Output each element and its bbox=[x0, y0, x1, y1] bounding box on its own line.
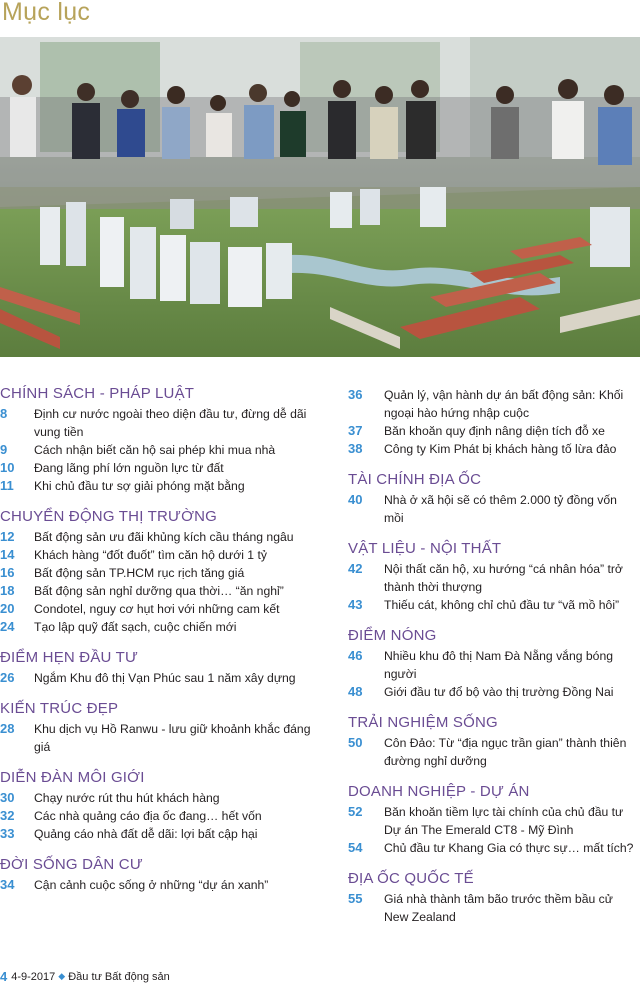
toc-entry[interactable] bbox=[0, 618, 316, 636]
toc-section bbox=[348, 783, 640, 857]
toc-entry[interactable] bbox=[348, 839, 640, 857]
toc-section bbox=[348, 870, 640, 926]
page-title: Mục lục bbox=[2, 0, 91, 26]
article-title: Cách nhận biết căn hộ sai phép khi mua nhà bbox=[34, 443, 276, 457]
page-number: 9 bbox=[0, 442, 8, 457]
toc-entry[interactable] bbox=[0, 441, 316, 459]
article-title: Chủ đầu tư Khang Gia có thực sự… mất tích? bbox=[384, 841, 634, 855]
page-number: 50 bbox=[348, 735, 363, 750]
footer-page-number: 4 bbox=[0, 969, 8, 984]
diamond-icon: ◆ bbox=[58, 971, 66, 981]
toc-entry[interactable] bbox=[0, 789, 316, 807]
page-number: 37 bbox=[348, 423, 363, 438]
article-title: Côn Đảo: Từ “địa ngục trần gian” thành thiên đường nghỉ dưỡng bbox=[384, 736, 627, 768]
toc-section bbox=[348, 540, 640, 614]
toc-section bbox=[348, 471, 640, 527]
article-title: Bất động sản TP.HCM rục rịch tăng giá bbox=[34, 566, 245, 580]
page-number: 20 bbox=[0, 601, 15, 616]
article-title: Đang lãng phí lớn nguồn lực từ đất bbox=[34, 461, 224, 475]
article-title: Công ty Kim Phát bị khách hàng tố lừa đảo bbox=[384, 442, 617, 456]
toc-entry[interactable] bbox=[348, 560, 640, 596]
article-title: Nhà ở xã hội sẽ có thêm 2.000 tỷ đồng vốn mồi bbox=[384, 493, 617, 525]
toc-entry[interactable] bbox=[348, 683, 640, 701]
page-number: 43 bbox=[348, 597, 363, 612]
section-title: ĐIỂM NÓNG bbox=[348, 627, 437, 644]
article-title: Băn khoăn tiềm lực tài chính của chủ đầu tư Dự án The Emerald CT8 - Mỹ Đình bbox=[384, 805, 624, 837]
toc-section-continued bbox=[348, 386, 640, 458]
section-title: DOANH NGHIỆP - DỰ ÁN bbox=[348, 783, 530, 800]
article-title: Giá nhà thành tâm bão trước thềm bầu cử New Zealand bbox=[384, 892, 613, 924]
page-number: 28 bbox=[0, 721, 15, 736]
page-number: 11 bbox=[0, 478, 14, 493]
page-number: 26 bbox=[0, 670, 15, 685]
page-number: 14 bbox=[0, 547, 15, 562]
page-number: 40 bbox=[348, 492, 363, 507]
page-number: 48 bbox=[348, 684, 363, 699]
toc-section bbox=[0, 385, 316, 495]
cover-photo bbox=[0, 37, 640, 357]
toc-entry[interactable] bbox=[0, 477, 316, 495]
article-title: Băn khoăn quy định nâng diện tích đỗ xe bbox=[384, 424, 605, 438]
page-number: 42 bbox=[348, 561, 363, 576]
section-title: DIỄN ĐÀN MÔI GIỚI bbox=[0, 769, 145, 786]
toc-entry[interactable] bbox=[0, 546, 316, 564]
toc-left-column bbox=[0, 385, 316, 907]
article-title: Cận cảnh cuộc sống ở những “dự án xanh” bbox=[34, 878, 269, 892]
page-number: 55 bbox=[348, 891, 363, 906]
toc-section bbox=[348, 714, 640, 770]
toc-entry[interactable] bbox=[0, 720, 316, 756]
toc-entry[interactable] bbox=[348, 596, 640, 614]
section-title: TRẢI NGHIỆM SỐNG bbox=[348, 714, 498, 731]
toc-right-column bbox=[348, 386, 640, 939]
article-title: Khi chủ đầu tư sợ giải phóng mặt bằng bbox=[34, 479, 245, 493]
article-title: Khu dịch vụ Hồ Ranwu - lưu giữ khoảnh khắc đáng giá bbox=[34, 722, 311, 754]
page-number: 36 bbox=[348, 387, 363, 402]
article-title: Bất động sản ưu đãi khủng kích cầu tháng ngâu bbox=[34, 530, 294, 544]
page-number: 38 bbox=[348, 441, 363, 456]
toc-entry[interactable] bbox=[348, 803, 640, 839]
page-number: 32 bbox=[0, 808, 15, 823]
toc-section bbox=[0, 769, 316, 843]
toc-entry[interactable] bbox=[348, 647, 640, 683]
toc-entry[interactable] bbox=[0, 528, 316, 546]
page-number: 24 bbox=[0, 619, 15, 634]
page-number: 18 bbox=[0, 583, 15, 598]
toc-entry[interactable] bbox=[348, 440, 640, 458]
article-title: Định cư nước ngoài theo diện đầu tư, đừng dễ dãi vung tiền bbox=[34, 407, 307, 439]
article-title: Các nhà quảng cáo địa ốc đang… hết vốn bbox=[34, 809, 262, 823]
toc-entry[interactable] bbox=[0, 807, 316, 825]
page-number: 12 bbox=[0, 529, 15, 544]
toc-section bbox=[0, 856, 316, 894]
toc-entry[interactable] bbox=[0, 600, 316, 618]
footer-publication: Đầu tư Bất động sản bbox=[68, 970, 170, 983]
toc-entry[interactable] bbox=[0, 582, 316, 600]
toc-section bbox=[0, 508, 316, 636]
article-title: Quản lý, vận hành dự án bất động sản: Khối ngoại hào hứng nhập cuộc bbox=[384, 388, 624, 420]
section-title: TÀI CHÍNH ĐỊA ỐC bbox=[348, 471, 482, 488]
toc-entry[interactable] bbox=[348, 890, 640, 926]
toc-entry[interactable] bbox=[348, 422, 640, 440]
page-number: 34 bbox=[0, 877, 15, 892]
page-number: 30 bbox=[0, 790, 15, 805]
section-title: CHUYỂN ĐỘNG THỊ TRƯỜNG bbox=[0, 508, 218, 525]
article-title: Condotel, nguy cơ hụt hơi với những cam kết bbox=[34, 602, 280, 616]
section-title: ĐỊA ỐC QUỐC TẾ bbox=[348, 870, 474, 887]
page-footer bbox=[0, 969, 170, 984]
toc-section bbox=[0, 700, 316, 756]
section-title: ĐIỂM HẸN ĐẦU TƯ bbox=[0, 649, 139, 666]
page-number: 46 bbox=[348, 648, 363, 663]
article-title: Khách hàng “đốt đuốt” tìm căn hộ dưới 1 tỷ bbox=[34, 548, 267, 562]
section-title: ĐỜI SỐNG DÂN CƯ bbox=[0, 856, 143, 873]
article-title: Ngắm Khu đô thị Vạn Phúc sau 1 năm xây dựng bbox=[34, 671, 296, 685]
article-title: Bất động sản nghỉ dưỡng qua thời… “ăn nghỉ” bbox=[34, 584, 284, 598]
toc-section bbox=[0, 649, 316, 687]
article-title: Giới đầu tư đổ bộ vào thị trường Đồng Nai bbox=[384, 685, 614, 699]
toc-entry[interactable] bbox=[0, 825, 316, 843]
toc-entry[interactable] bbox=[0, 405, 316, 441]
article-title: Nhiều khu đô thị Nam Đà Nẵng vắng bóng người bbox=[384, 649, 613, 681]
section-title: CHÍNH SÁCH - PHÁP LUẬT bbox=[0, 385, 195, 402]
toc-entry[interactable] bbox=[348, 386, 640, 422]
article-title: Quảng cáo nhà đất dễ dãi: lợi bất cập hại bbox=[34, 827, 258, 841]
article-title: Chạy nước rút thu hút khách hàng bbox=[34, 791, 220, 805]
toc-entry[interactable] bbox=[348, 734, 640, 770]
footer-date: 4-9-2017 bbox=[11, 970, 56, 983]
article-title: Tạo lập quỹ đất sạch, cuộc chiến mới bbox=[34, 620, 237, 634]
page-number: 52 bbox=[348, 804, 363, 819]
page-number: 8 bbox=[0, 406, 8, 421]
section-title: KIẾN TRÚC ĐẸP bbox=[0, 700, 119, 717]
toc-entry[interactable] bbox=[0, 459, 316, 477]
article-title: Nội thất căn hộ, xu hướng “cá nhân hóa” trở thành thời thượng bbox=[384, 562, 623, 594]
page-number: 33 bbox=[0, 826, 15, 841]
toc-section bbox=[348, 627, 640, 701]
page-number: 16 bbox=[0, 565, 15, 580]
page-number: 54 bbox=[348, 840, 363, 855]
section-title: VẬT LIỆU - NỘI THẤT bbox=[348, 540, 502, 557]
toc-entry[interactable] bbox=[348, 491, 640, 527]
page-number: 10 bbox=[0, 460, 15, 475]
toc-entry[interactable] bbox=[0, 669, 316, 687]
toc-entry[interactable] bbox=[0, 564, 316, 582]
article-title: Thiếu cát, không chỉ chủ đầu tư “vã mồ hôi” bbox=[384, 598, 620, 612]
toc-entry[interactable] bbox=[0, 876, 316, 894]
